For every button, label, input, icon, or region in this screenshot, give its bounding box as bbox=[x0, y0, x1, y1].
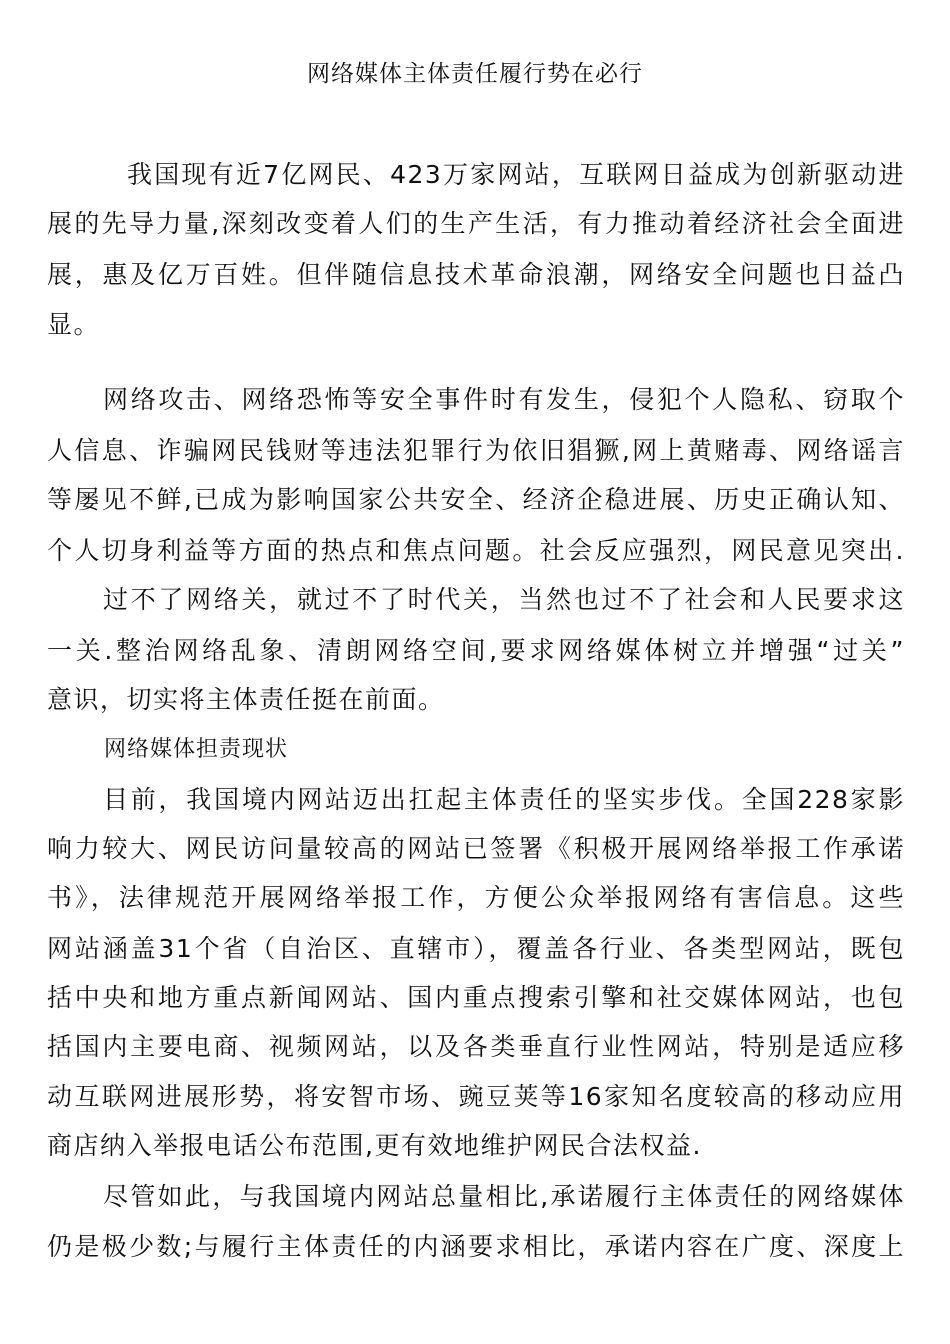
paragraph-line: 括中央和地方重点新闻网站、国内重点搜索引擎和社交媒体网站，也包 bbox=[47, 983, 905, 1012]
paragraph-line: 个人切身利益等方面的热点和焦点问题。社会反应强烈，网民意见突出. bbox=[47, 536, 905, 565]
section-heading: 网络媒体担责现状 bbox=[104, 737, 289, 762]
paragraph-line: 书》，法律规范开展网络举报工作，方便公众举报网络有害信息。这些 bbox=[47, 883, 905, 912]
paragraph-line: 一关.整治网络乱象、清朗网络空间,要求网络媒体树立并增强“过关” bbox=[47, 636, 905, 665]
document-title: 网络媒体主体责任履行势在必行 bbox=[307, 61, 643, 87]
paragraph-line: 动互联网进展形势，将安智市场、豌豆荚等16家知名度较高的移动应用 bbox=[47, 1082, 905, 1111]
paragraph-line: 展的先导力量,深刻改变着人们的生产生活，有力推动着经济社会全面进 bbox=[47, 209, 905, 238]
paragraph-line: 过不了网络关，就过不了时代关，当然也过不了社会和人民要求这 bbox=[103, 585, 905, 614]
paragraph-line: 我国现有近7亿网民、423万家网站，互联网日益成为创新驱动进 bbox=[127, 160, 905, 189]
paragraph-line: 等屡见不鲜,已成为影响国家公共安全、经济企稳进展、历史正确认知、 bbox=[47, 485, 905, 514]
paragraph-line: 展，惠及亿万百姓。但伴随信息技术革命浪潮，网络安全问题也日益凸 bbox=[47, 260, 905, 289]
paragraph-line: 人信息、诈骗网民钱财等违法犯罪行为依旧猖獗,网上黄赌毒、网络谣言 bbox=[47, 436, 905, 465]
paragraph-line: 目前，我国境内网站迈出扛起主体责任的坚实步伐。全国228家影 bbox=[103, 785, 905, 814]
paragraph-line: 网络攻击、网络恐怖等安全事件时有发生，侵犯个人隐私、窃取个 bbox=[103, 385, 905, 414]
paragraph-line: 商店纳入举报电话公布范围,更有效地维护网民合法权益. bbox=[47, 1131, 702, 1160]
paragraph-line: 响力较大、网民访问量较高的网站已签署《积极开展网络举报工作承诺 bbox=[47, 834, 905, 863]
paragraph-line: 尽管如此，与我国境内网站总量相比,承诺履行主体责任的网络媒体 bbox=[103, 1182, 905, 1211]
paragraph-line: 括国内主要电商、视频网站，以及各类垂直行业性网站，特别是适应移 bbox=[47, 1032, 905, 1061]
paragraph-line: 显。 bbox=[47, 310, 101, 339]
paragraph-line: 仍是极少数;与履行主体责任的内涵要求相比，承诺内容在广度、深度上 bbox=[47, 1232, 905, 1261]
paragraph-line: 网站涵盖31个省（自治区、直辖市），覆盖各行业、各类型网站，既包 bbox=[47, 934, 905, 963]
paragraph-line: 意识，切实将主体责任挺在前面。 bbox=[47, 685, 445, 714]
